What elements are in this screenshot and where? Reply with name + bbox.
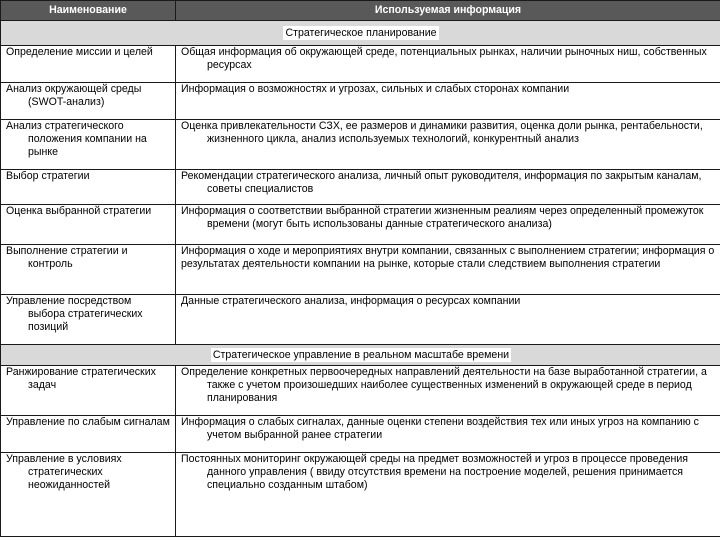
section-row-real-time-management <box>1 345 720 366</box>
row-info: Данные стратегического анализа, информация о ресурсах компании <box>181 295 521 307</box>
row-name: Выполнение стратегии и контроль <box>6 245 128 270</box>
table-row <box>1 416 720 453</box>
row-name: Анализ стратегического положения компании на рынке <box>6 120 147 158</box>
row-info: Общая информация об окружающей среде, потенциальных рынках, наличии рыночных ниш, собственных ресурсах <box>181 46 707 71</box>
row-info: Постоянных мониторинг окружающей среды на предмет возможностей и угроз в процессе проведения данного управления ( ввиду отсутствия времени на построение моделей, решения принимается специально созданным штабом) <box>181 453 689 491</box>
table-header <box>1 1 720 21</box>
section-row-strategic-planning <box>1 21 720 46</box>
table-row <box>1 205 720 245</box>
row-name: Управление в условиях стратегических неожиданностей <box>6 453 122 491</box>
table-row <box>1 46 720 83</box>
header-name: Наименование <box>1 1 176 21</box>
table-row <box>1 366 720 416</box>
row-name: Управление по слабым сигналам <box>6 416 170 428</box>
row-info: Информация о возможностях и угрозах, сильных и слабых сторонах компании <box>181 83 570 95</box>
row-info: Информация о слабых сигналах, данные оценки степени воздействия тех или иных угроз на компанию с учетом выбранной ранее стратегии <box>181 416 699 441</box>
row-name: Выбор стратегии <box>6 170 90 182</box>
table-row <box>1 120 720 170</box>
row-info: Рекомендации стратегического анализа, личный опыт руководителя, информация по закрытым каналам, советы специалистов <box>181 170 702 195</box>
section-title: Стратегическое планирование <box>285 26 437 39</box>
table-row <box>1 245 720 295</box>
row-name: Ранжирование стратегических задач <box>6 366 156 391</box>
table-row <box>1 83 720 120</box>
row-name: Определение миссии и целей <box>6 46 153 58</box>
table-row <box>1 453 720 537</box>
row-info: Информация о соответствии выбранной стратегии жизненным реалиям через определенный промежуток времени (могут быть использованы данные стратегического анализа) <box>181 205 704 230</box>
row-name: Анализ окружающей среды (SWOT-анализ) <box>6 83 142 108</box>
row-info: Информация о ходе и мероприятиях внутри компании, связанных с выполнением стратегии; информация о результатах деятельности компании на рынке, которые стали следствием выполнения стратегии <box>181 245 715 270</box>
header-info: Используемая информация <box>176 1 720 21</box>
row-name: Управление посредством выбора стратегических позиций <box>6 295 143 333</box>
row-info: Оценка привлекательности СЗХ, ее размеров и динамики развития, оценка доли рынка, рентабельности, жизненного цикла, анализ используемых технологий, конкурентный анализ <box>181 120 703 145</box>
table-row <box>1 170 720 205</box>
row-info: Определение конкретных первоочередных направлений деятельности на базе выработанной стратегии, а также с учетом произошедших наиболее существенных изменений в окружающей среде в период планирования <box>181 366 707 404</box>
section-title: Стратегическое управление в реальном масштабе времени <box>212 348 510 361</box>
row-name: Оценка выбранной стратегии <box>6 205 152 217</box>
table-row <box>1 295 720 345</box>
